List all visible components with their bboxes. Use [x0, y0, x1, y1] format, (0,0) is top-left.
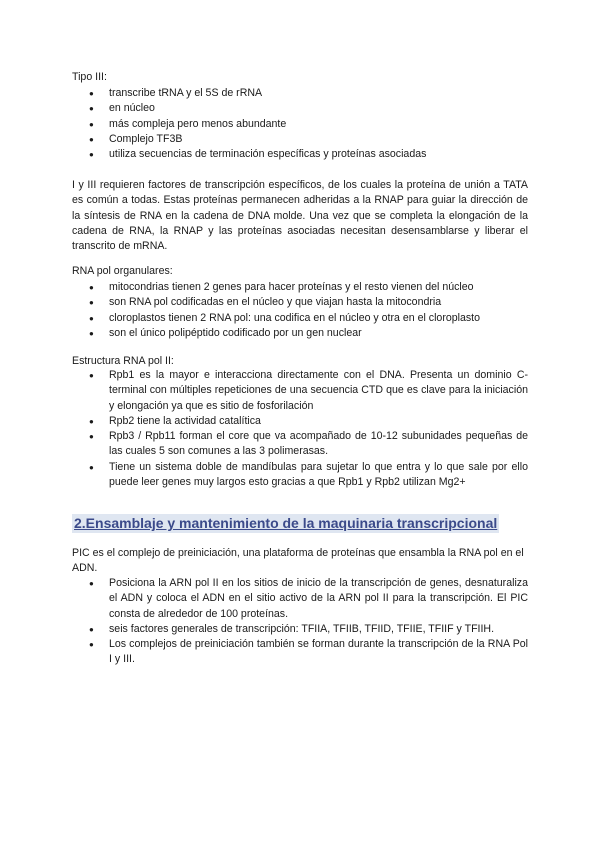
list-item: ● en núcleo [72, 101, 528, 116]
list-item: ● Posiciona la ARN pol II en los sitios de inicio de la transcripción de genes, desnaturaliza el ADN y coloca el ADN en el sitio activo de la ARN pol II para la transcripción. El PIC consta de alrededor de 100 proteínas. [89, 577, 528, 620]
section2-list [72, 576, 528, 668]
bullet-icon: ● [89, 119, 94, 129]
list-item: ● cloroplastos tienen 2 RNA pol: una codifica en el núcleo y otra en el cloroplasto [72, 311, 528, 326]
section2-intro: PIC es el complejo de preiniciación, una plataforma de proteínas que ensambla la RNA pol en el ADN. [72, 547, 524, 575]
bullet-icon: ● [89, 283, 94, 292]
bullet-icon: ● [89, 104, 94, 114]
list-item: ● Los complejos de preiniciación también se forman durante la transcripción de la RNA Pol I y III. [89, 638, 528, 666]
list-item: ● Rpb3 / Rpb11 forman el core que va acompañado de 10-12 subunidades pequeñas de las cuales 5 son comunes a las 3 polimerasas. [89, 430, 528, 458]
bullet-icon: ● [89, 89, 94, 98]
list-item: ● son el único polipéptido codificado por un gen nuclear [72, 326, 528, 341]
bullet-icon: ● [89, 313, 94, 323]
list-item: ● son RNA pol codificadas en el núcleo y que viajan hasta la mitocondria [72, 295, 528, 310]
bullet-icon: ● [89, 134, 94, 144]
list-item: ● seis factores generales de transcripción: TFIIA, TFIIB, TFIID, TFIIE, TFIIF y TFIIH. [72, 622, 528, 637]
list-item: ● Rpb2 tiene la actividad catalítica [72, 414, 528, 429]
bullet-icon: ● [89, 640, 94, 650]
bullet-icon: ● [89, 579, 94, 588]
bullet-icon: ● [89, 432, 94, 442]
tipo3-list [72, 86, 528, 162]
bullet-icon: ● [89, 150, 94, 160]
list-item: ● mitocondrias tienen 2 genes para hacer proteínas y el resto vienen del núcleo [72, 280, 528, 295]
organulares-list [72, 280, 528, 341]
list-item: ● Tiene un sistema doble de mandíbulas para sujetar lo que entra y lo que sale por ello puede leer genes muy largos esto gracias a que Rpb1 y Rpb2 utilizan Mg2+ [89, 460, 528, 489]
list-item: ● más compleja pero menos abundante [72, 117, 528, 132]
bullet-icon: ● [89, 462, 94, 472]
tipo3-title: Tipo III: [72, 71, 107, 83]
organulares-title: RNA pol organulares: [72, 265, 173, 277]
bullet-icon: ● [89, 328, 94, 338]
estructura-title: Estructura RNA pol II: [72, 355, 174, 367]
list-item: ● transcribe tRNA y el 5S de rRNA [72, 86, 528, 101]
estructura-list [72, 368, 528, 490]
section-heading: 2.Ensamblaje y mantenimiento de la maquinaria transcripcional [74, 515, 498, 531]
bullet-icon: ● [89, 371, 94, 380]
list-item: ● utiliza secuencias de terminación específicas y proteínas asociadas [72, 147, 528, 162]
bullet-icon: ● [89, 624, 94, 634]
paragraph-factores: I y III requieren factores de transcripción específicos, de los cuales la proteína de unión a TATA es común a todas. Estas proteínas permanecen adheridas a la RNAP para guiar la dirección de la síntesis de RNA en la cadena de DNA molde. Una vez que se completa la elongación de la cadena de RNA, la RNAP y las proteínas asociadas necesitan desensamblarse y liberar el transcrito de mRNA. [72, 179, 528, 253]
list-item: ● Complejo TF3B [72, 132, 528, 147]
list-item: ● Rpb1 es la mayor e interacciona directamente con el DNA. Presenta un dominio C-terminal con múltiples repeticiones de una secuencia CTD que es clave para la iniciación y elongación ya que es sitio de fosforilación [89, 369, 528, 412]
bullet-icon: ● [89, 416, 94, 426]
bullet-icon: ● [89, 298, 94, 308]
